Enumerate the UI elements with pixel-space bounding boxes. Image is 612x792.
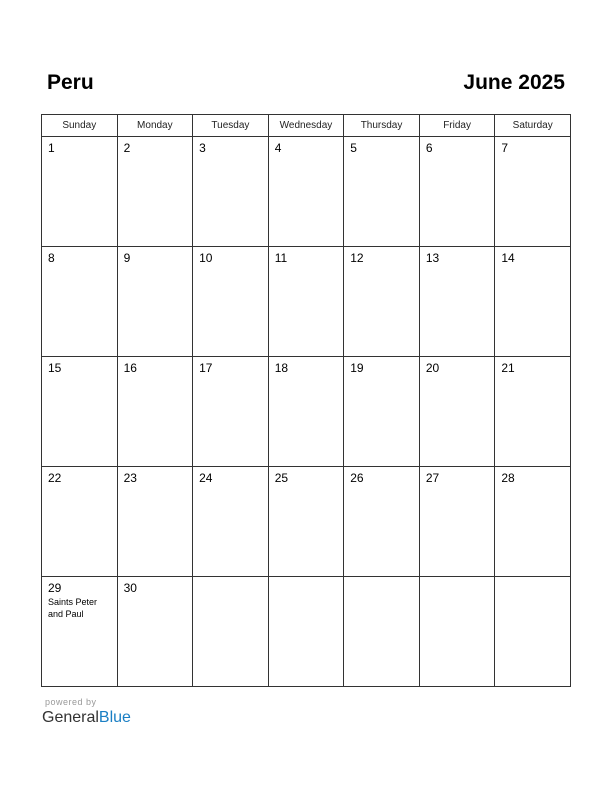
day-cell: [193, 357, 269, 467]
day-cell: [42, 247, 118, 357]
day-cell: [495, 247, 571, 357]
day-cell: [42, 137, 118, 247]
day-cell: [193, 137, 269, 247]
day-number: 28: [501, 471, 515, 485]
day-cell: [268, 247, 344, 357]
day-cell: [344, 137, 420, 247]
day-cell: [344, 577, 420, 687]
day-number: 11: [274, 251, 288, 265]
day-number: 10: [199, 251, 213, 265]
day-cell: [419, 137, 495, 247]
country-title: Peru: [47, 71, 94, 94]
day-number: 13: [425, 251, 440, 265]
week-row: [42, 357, 571, 467]
day-number: 19: [350, 361, 364, 375]
day-cell: [193, 467, 269, 577]
weekday-header: Wednesday: [268, 115, 344, 137]
day-number: 29: [48, 581, 62, 595]
weekday-header: Sunday: [42, 115, 118, 137]
day-cell: [268, 137, 344, 247]
day-number: 1: [48, 141, 55, 155]
day-number: 3: [199, 141, 206, 155]
day-cell: [419, 357, 495, 467]
brand-name-general: General: [42, 709, 99, 726]
day-number: 24: [199, 471, 213, 485]
week-row: [42, 137, 571, 247]
day-number: 12: [350, 251, 364, 265]
day-number: 15: [48, 361, 62, 375]
day-cell: [419, 467, 495, 577]
week-row: [42, 577, 571, 687]
day-number: 2: [123, 141, 131, 155]
week-row: [42, 247, 571, 357]
day-number: 14: [501, 251, 515, 265]
day-cell: [117, 137, 193, 247]
day-number: 4: [274, 141, 282, 155]
day-cell: [419, 247, 495, 357]
calendar-grid: [41, 114, 571, 687]
week-row: [42, 467, 571, 577]
day-number: 22: [48, 471, 62, 485]
day-cell: [344, 467, 420, 577]
weekday-header-row: [42, 115, 571, 137]
weekday-header: Monday: [117, 115, 193, 137]
day-cell: [495, 137, 571, 247]
day-number: 23: [123, 471, 137, 485]
day-number: 21: [501, 361, 515, 375]
day-cell: [42, 357, 118, 467]
day-cell: [344, 247, 420, 357]
day-cell: [42, 577, 118, 687]
day-cell: [344, 357, 420, 467]
day-cell: [495, 357, 571, 467]
day-cell: [268, 357, 344, 467]
day-number: 30: [123, 581, 137, 595]
weekday-header: Thursday: [344, 115, 420, 137]
day-cell: [193, 577, 269, 687]
day-cell: [117, 357, 193, 467]
day-number: 5: [350, 141, 357, 155]
day-cell: [42, 467, 118, 577]
day-number: 16: [123, 361, 137, 375]
day-cell: [268, 577, 344, 687]
day-cell: [193, 247, 269, 357]
day-number: 17: [199, 361, 213, 375]
day-number: 27: [425, 471, 440, 485]
day-cell: [419, 577, 495, 687]
day-cell: [117, 247, 193, 357]
day-number: 26: [350, 471, 364, 485]
day-number: 6: [425, 141, 433, 155]
brand-name-blue: Blue: [98, 709, 131, 726]
day-cell: [117, 577, 193, 687]
day-cell: [268, 467, 344, 577]
day-number: 8: [48, 251, 55, 265]
weekday-header: Tuesday: [193, 115, 269, 137]
weekday-header: Friday: [419, 115, 495, 137]
weekday-header: Saturday: [495, 115, 571, 137]
day-number: 20: [425, 361, 440, 375]
day-number: 7: [501, 141, 509, 155]
holiday-label: Saints Peter and Paul: [48, 597, 98, 619]
brand-logo: [42, 708, 131, 728]
day-number: 25: [274, 471, 289, 485]
day-cell: [117, 467, 193, 577]
day-number: 9: [123, 251, 131, 265]
day-cell: [495, 467, 571, 577]
month-year-title: June 2025: [463, 71, 565, 94]
footer-logo: [42, 696, 131, 728]
day-cell: [495, 577, 571, 687]
powered-by-text: powered by: [45, 697, 97, 707]
day-number: 18: [274, 361, 289, 375]
